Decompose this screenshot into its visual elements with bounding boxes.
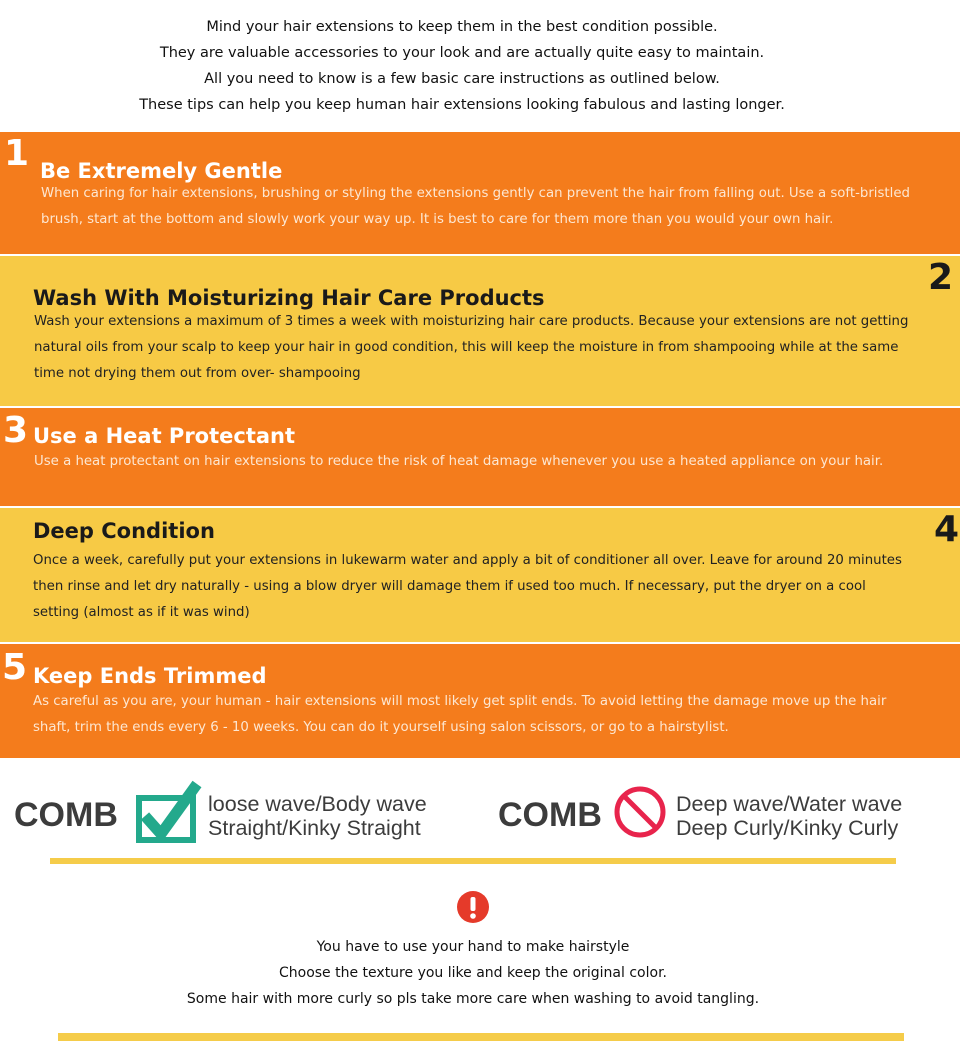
comb-allowed-label: COMB: [14, 796, 118, 834]
note-line: Choose the texture you like and keep the original color.: [278, 965, 667, 981]
tip-title: Wash With Moisturizing Hair Care Products: [33, 286, 545, 310]
tip-number: 1: [4, 133, 30, 174]
tip-number: 3: [3, 410, 29, 451]
tip-3-band: [0, 408, 960, 506]
prohibited-icon: [612, 784, 668, 840]
tip-body-line: Wash your extensions a maximum of 3 times a week with moisturizing hair care products. Because your extensions are not getting: [34, 314, 909, 329]
tip-title: Be Extremely Gentle: [40, 159, 283, 183]
check-icon: [133, 778, 203, 844]
tip-body: [34, 309, 908, 387]
tip-body: [33, 548, 902, 626]
divider-line: [50, 858, 896, 864]
comb-allowed-line1: loose wave/Body wave: [208, 792, 427, 816]
note-line: Some hair with more curly so pls take more care when washing to avoid tangling.: [186, 991, 760, 1007]
tip-number: 4: [934, 509, 960, 550]
intro-line: These tips can help you keep human hair extensions looking fabulous and lasting longer.: [139, 97, 785, 113]
tip-body: [41, 181, 910, 233]
tip-body-line: Once a week, carefully put your extensions in lukewarm water and apply a bit of conditioner all over. Leave for around 20 minutes: [33, 553, 902, 568]
tip-number: 5: [2, 647, 28, 688]
tip-body: [34, 449, 883, 475]
tip-2-band: [0, 256, 960, 406]
intro-text: [0, 14, 924, 118]
tip-number: 2: [928, 257, 954, 298]
tip-body-line: then rinse and let dry naturally - using a blow dryer will damage them if used too much. If necessary, put the dryer on a cool: [33, 579, 866, 594]
tip-body-line: shaft, trim the ends every 6 - 10 weeks. You can do it yourself using salon scissors, or go to a hairstylist.: [33, 720, 729, 735]
intro-line: Mind your hair extensions to keep them in the best condition possible.: [206, 19, 718, 35]
intro-line: All you need to know is a few basic care instructions as outlined below.: [204, 71, 720, 87]
comb-guide: [0, 770, 960, 860]
exclamation-icon: [456, 890, 490, 924]
tip-5-band: [0, 644, 960, 758]
comb-allowed-line2: Straight/Kinky Straight: [208, 816, 421, 840]
divider-line: [58, 1033, 904, 1041]
tip-1-band: [0, 132, 960, 254]
comb-forbidden-line1: Deep wave/Water wave: [676, 792, 903, 816]
tip-body-line: time not drying them out from over- shampooing: [34, 366, 361, 381]
tip-body-line: brush, start at the bottom and slowly work your way up. It is best to care for them more than you would your own hair.: [41, 212, 834, 227]
tip-4-band: [0, 508, 960, 642]
comb-forbidden-line2: Deep Curly/Kinky Curly: [676, 816, 899, 840]
tip-title: Keep Ends Trimmed: [33, 664, 267, 688]
tip-title: Deep Condition: [33, 519, 215, 543]
tip-body-line: natural oils from your scalp to keep your hair in good condition, this will keep the moisture in from shampooing while at the same: [34, 340, 899, 355]
tip-body: [33, 689, 886, 741]
comb-forbidden-label: COMB: [498, 796, 602, 834]
tip-body-line: When caring for hair extensions, brushing or styling the extensions gently can prevent the hair from falling out. Use a soft-bristled: [41, 186, 910, 201]
styling-notes: [0, 934, 946, 1012]
note-line: You have to use your hand to make hairstyle: [316, 939, 630, 955]
tip-title: Use a Heat Protectant: [33, 424, 296, 448]
tip-body-line: Use a heat protectant on hair extensions to reduce the risk of heat damage whenever you use a heated appliance on your hair.: [34, 454, 884, 469]
tip-body-line: As careful as you are, your human - hair extensions will most likely get split ends. To avoid letting the damage move up the hair: [33, 694, 887, 709]
tip-body-line: setting (almost as if it was wind): [33, 605, 250, 620]
intro-line: They are valuable accessories to your look and are actually quite easy to maintain.: [159, 45, 765, 61]
